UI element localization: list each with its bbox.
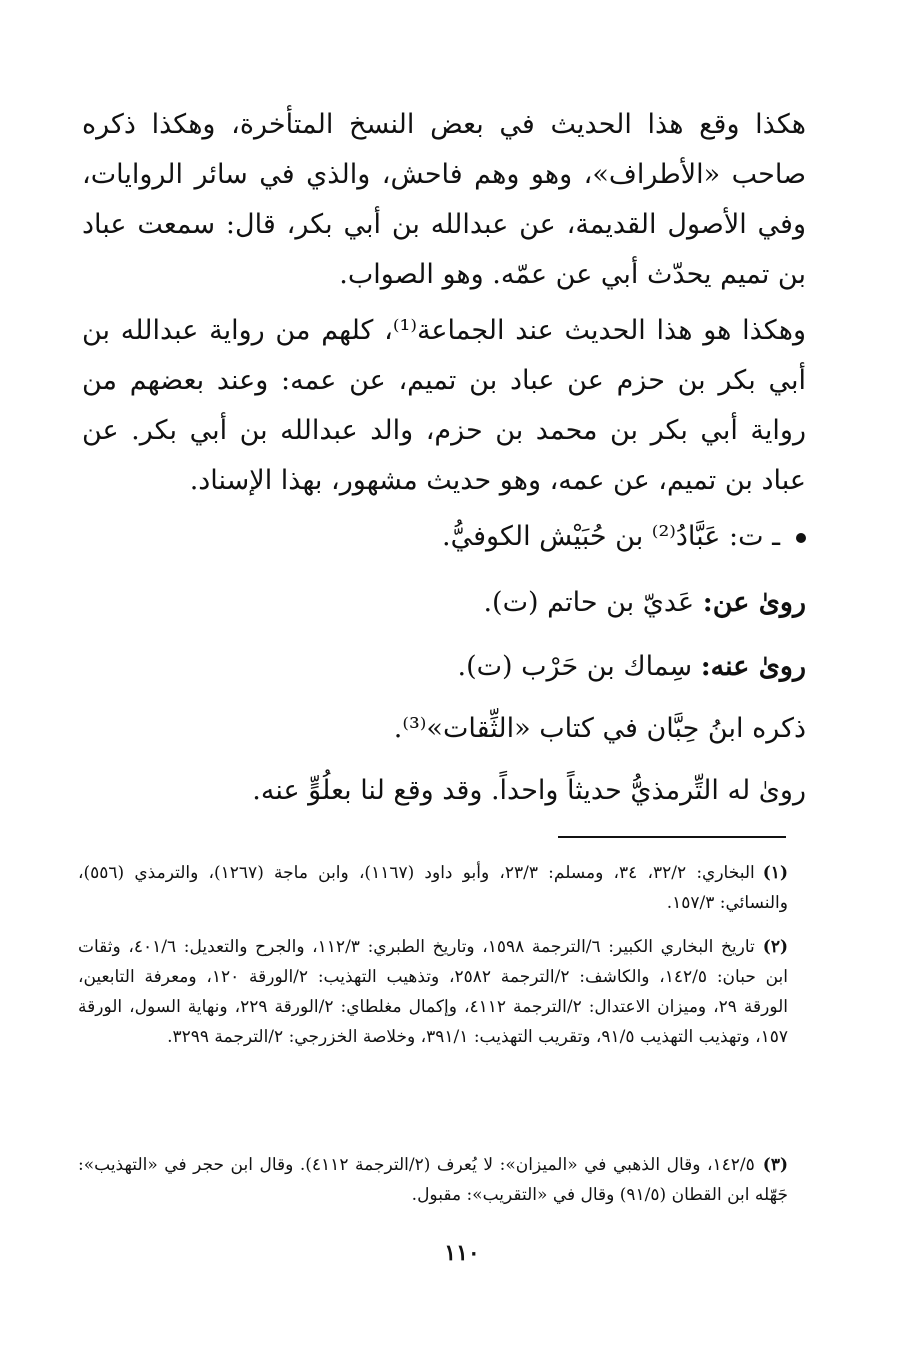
tirmidhi-line: روىٰ له التِّرمذيُّ حديثاً واحداً. وقد وقع لنا بعلُوٍّ عنه. [252, 775, 806, 806]
footnote-number: (١) [762, 863, 788, 883]
entry-heading [442, 512, 806, 562]
footnote-number: (٢) [762, 937, 789, 957]
bullet-icon [796, 533, 806, 543]
page-number: ١١٠ [444, 1240, 480, 1266]
footnote-1 [78, 858, 788, 918]
narrated-from-label: روىٰ عن: [702, 587, 806, 618]
footnote-text: ١٤٢/٥، وقال الذهبي في «الميزان»: لا يُعرف (٢/الترجمة ٤١١٢). وقال ابن حجر في «التهذيب»: جَهّله ابن القطان (٩١/٥) وقال في «التقريب»: مقبول. [78, 1155, 788, 1205]
narrated-by-line [457, 642, 806, 692]
footnote-2 [78, 932, 788, 1052]
entry-heading-text: ـ ت: عَبَّادُ⁽²⁾ بن حُبَيْش الكوفيُّ. [442, 521, 780, 552]
narrated-from-value: عَديّ بن حاتم (ت). [483, 587, 695, 618]
footnote-number: (٣) [762, 1155, 789, 1175]
footnote-text: تاريخ البخاري الكبير: ٦/الترجمة ١٥٩٨، وتاريخ الطبري: ١١٢/٣، والجرح والتعديل: ٤٠١/٦، وثقات ابن حبان: ١٤٢/٥، والكاشف: ٢/الترجمة ٢٥٨٢، وتذهيب التهذيب: ٢/الورقة ١٢٠، ومعرفة التابعين، الورقة ٢٩، وميزان الاعتدال: ٢/الترجمة ٤١١٢، وإكمال مغلطاي: ٢/الورقة ٢٢٩، ونهاية السول، الورقة ١٥٧، وتهذيب التهذيب ٩١/٥، وتقريب التهذيب: ٣٩١/١، وخلاصة الخزرجي: ٢/الترجمة ٣٢٩٩. [78, 937, 789, 1047]
paragraph-2: وهكذا هو هذا الحديث عند الجماعة⁽¹⁾، كلهم من رواية عبدالله بن أبي بكر بن حزم عن عباد بن تميم، عن عمه: وعند بعضهم من رواية أبي بكر بن محمد بن حزم، والد عبدالله بن أبي بكر. عن عباد بن تميم، عن عمه، وهو حديث مشهور، بهذا الإسناد. [82, 315, 806, 496]
ibn-hibban-line: ذكره ابنُ حِبَّان في كتاب «الثِّقات»⁽³⁾. [393, 713, 806, 744]
footnote-3 [78, 1150, 788, 1210]
narrated-by-label: روىٰ عنه: [700, 651, 806, 682]
footnote-text: البخاري: ٣٢/٢، ٣٤، ومسلم: ٢٣/٣، وأبو داود (١١٦٧)، وابن ماجة (١٢٦٧)، والترمذي (٥٥٦)، والنسائي: ١٥٧/٣. [78, 863, 788, 913]
narrated-from-line [483, 578, 806, 628]
footnote-divider [558, 836, 786, 838]
narrated-by-value: سِماك بن حَرْب (ت). [457, 651, 693, 682]
paragraph-1: هكذا وقع هذا الحديث في بعض النسخ المتأخرة، وهكذا ذكره صاحب «الأطراف»، وهو وهم فاحش، والذي في سائر الروايات، وفي الأصول القديمة، عن عبدالله بن أبي بكر، قال: سمعت عباد بن تميم يحدّث أبي عن عمّه. وهو الصواب. [82, 109, 806, 290]
